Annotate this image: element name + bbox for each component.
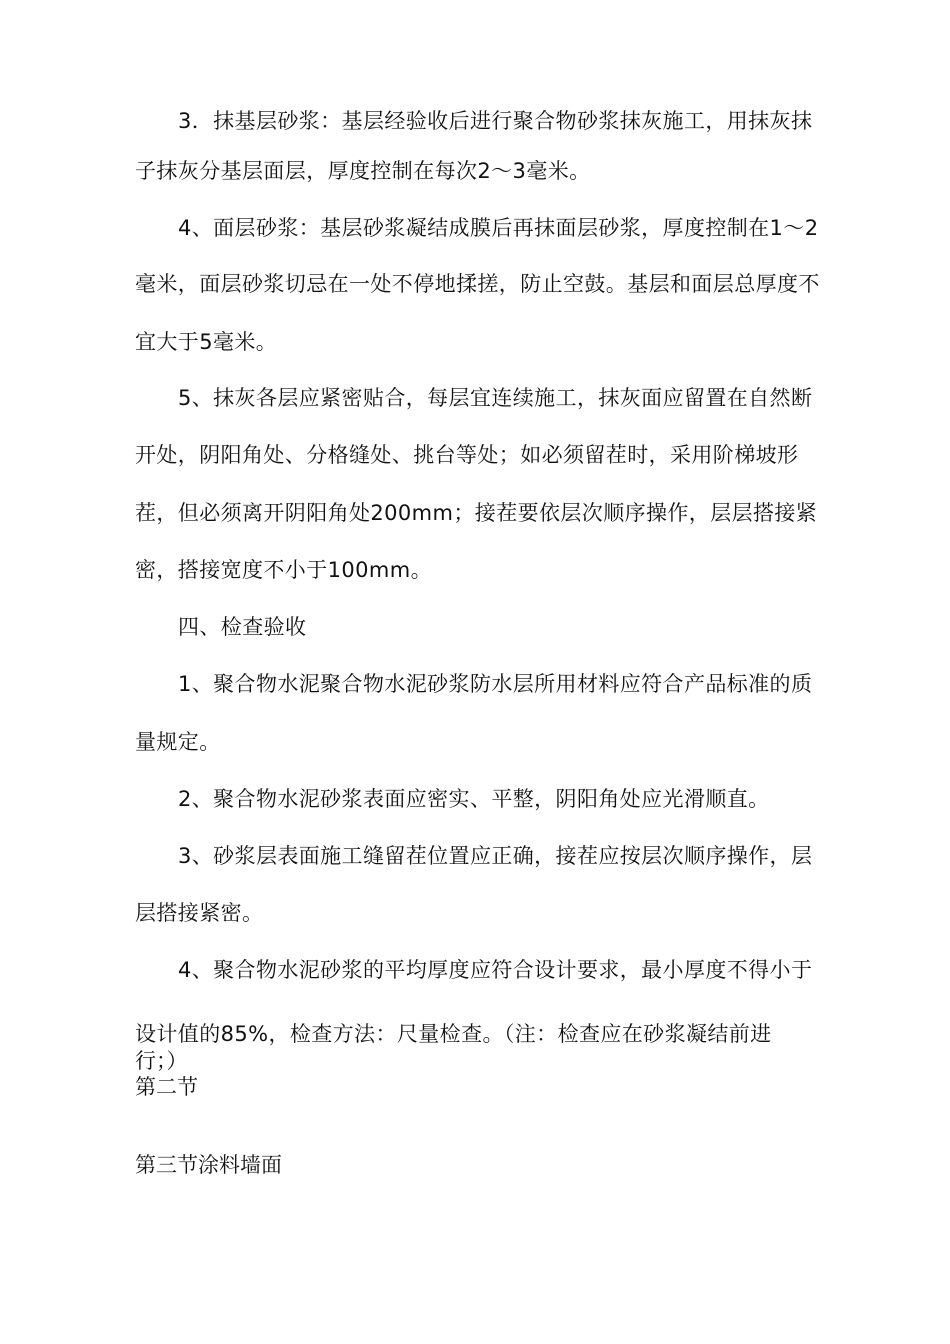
paragraph-line: 行；） [135,1049,188,1073]
paragraph-line: 4、面层砂浆：基层砂浆凝结成膜后再抹面层砂浆，厚度控制在1～2 [178,216,819,240]
paragraph-line: 量规定。 [135,730,221,754]
paragraph-line: 3．抹基层砂浆：基层经验收后进行聚合物砂浆抹灰施工，用抹灰抹 [178,109,813,133]
paragraph-line: 毫米，面层砂浆切忌在一处不停地揉搓，防止空鼓。基层和面层总厚度不 [135,272,820,296]
paragraph-line: 开处，阴阳角处、分格缝处、挑台等处；如必须留茬时，采用阶梯坡形 [135,443,799,467]
section-heading: 四、检查验收 [178,615,307,639]
paragraph-line: 宜大于5毫米。 [135,330,278,354]
paragraph-line: 4、聚合物水泥砂浆的平均厚度应符合设计要求，最小厚度不得小于 [178,958,813,982]
paragraph-line: 茬，但必须离开阴阳角处200mm；接茬要依层次顺序操作，层层搭接紧 [135,501,818,525]
paragraph-line: 2、聚合物水泥砂浆表面应密实、平整，阴阳角处应光滑顺直。 [178,787,770,811]
paragraph-line: 密，搭接宽度不小于100mm。 [135,558,432,582]
paragraph-line: 5、抹灰各层应紧密贴合，每层宜连续施工，抹灰面应留置在自然断 [178,386,813,410]
section-title: 第二节 [135,1075,198,1099]
paragraph-line: 3、砂浆层表面施工缝留茬位置应正确，接茬应按层次顺序操作，层 [178,844,813,868]
paragraph-line: 1、聚合物水泥聚合物水泥砂浆防水层所用材料应符合产品标准的质 [178,672,813,696]
section-title: 第三节涂料墙面 [135,1153,282,1177]
paragraph-line: 层搭接紧密。 [135,901,264,925]
paragraph-line: 设计值的85%，检查方法：尺量检查。（注：检查应在砂浆凝结前进 [135,1022,772,1046]
paragraph-line: 子抹灰分基层面层，厚度控制在每次2～3毫米。 [135,159,591,183]
